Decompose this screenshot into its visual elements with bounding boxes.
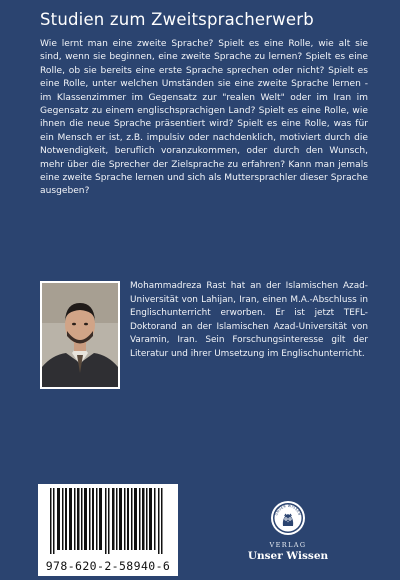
barcode-box	[38, 484, 178, 576]
logo-arc-text: UNSER WISSEN	[274, 503, 302, 517]
author-portrait-image	[42, 283, 118, 387]
publisher-verlag-label: VERLAG	[269, 541, 307, 549]
barcode-icon	[38, 484, 178, 556]
book-title: Studien zum Zweitspracherwerb	[40, 10, 314, 29]
author-bio: Mohammadreza Rast hat an der Islamischen Azad-Universität von Lahijan, Iran, einen M.A.-Abschluss in Englischunterricht erworben. Er ist jetzt TEFL-Doktorand an der Islamischen Azad-Universität von Varamin, Iran. Sein Forschungsinteresse gilt der Literatur und ihrer Umsetzung im Englischunterricht.	[130, 281, 368, 359]
publisher-name: Unser Wissen	[247, 550, 329, 562]
publisher-logo	[240, 500, 336, 562]
owl-emblem-icon	[270, 500, 306, 536]
author-photo	[40, 281, 120, 389]
isbn-number: 978-620-2-58940-6	[45, 559, 171, 573]
blurb-text: Wie lernt man eine zweite Sprache? Spielt es eine Rolle, wie alt sie sind, wenn sie beginnen, eine zweite Sprache zu lernen? Spielt es eine Rolle, ob sie bereits eine erste Sprache sprechen oder nicht? Spielt es eine Rolle, unter welchen Umständen sie eine zweite Sprache lernen - im Klassenzimmer im Gegensatz zur "realen Welt" oder im Iran im Gegensatz zu einem englischsprachigen Land? Spielt es eine Rolle, wie ihnen die neue Sprache präsentiert wird? Spielt es eine Rolle, was für ein Mensch er ist, z.B. impulsiv oder nachdenklich, motiviert durch die Notwendigkeit, beruflich voranzukommen, oder durch den Wunsch, mehr über die Sprecher der Zielsprache zu erfahren? Kann man jemals eine zweite Sprache lernen und sich als Muttersprachler dieser Sprache ausgeben?	[40, 39, 368, 197]
